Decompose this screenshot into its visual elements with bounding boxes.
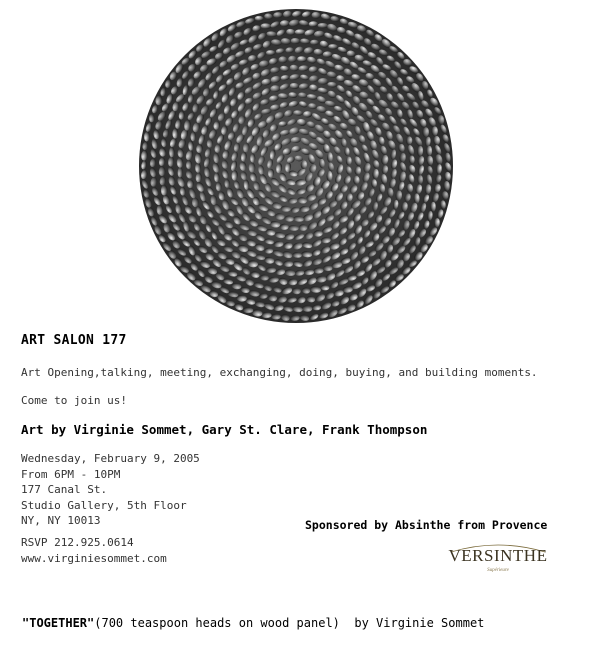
artwork-image (138, 8, 454, 324)
spoon-head (169, 147, 174, 157)
spoon-head (303, 111, 312, 117)
event-title: ART SALON 177 (21, 333, 127, 348)
caption-medium: (700 teaspoon heads on wood panel) (94, 616, 340, 630)
event-city: NY, NY 10013 (21, 514, 101, 527)
event-date: Wednesday, February 9, 2005 (21, 452, 200, 465)
spoon-head (414, 193, 420, 203)
event-invite: Come to join us! (21, 394, 127, 407)
svg-text:VERSINTHE: VERSINTHE (448, 546, 548, 565)
spoon-head (268, 169, 274, 178)
caption-credit: by Virginie Sommet (354, 616, 485, 630)
spoon-head (261, 312, 271, 318)
event-time: From 6PM - 10PM (21, 467, 121, 481)
svg-text:Supérieure: Supérieure (487, 568, 509, 573)
versinthe-logo (445, 540, 551, 574)
spoon-head (216, 182, 222, 191)
sponsor-text: Sponsored by Absinthe from Provence (305, 518, 548, 532)
website-link[interactable]: www.virginiesommet.com (21, 551, 167, 565)
spoon-head (265, 248, 274, 254)
event-intro: Art Opening,talking, meeting, exchanging, doing, buying, and building moments. (21, 366, 538, 379)
spoon-head (273, 12, 282, 18)
event-street: 177 Canal St. (21, 483, 108, 496)
event-venue: Studio Gallery, 5th Floor (21, 498, 187, 512)
event-details (21, 451, 200, 529)
rsvp-block (21, 535, 167, 566)
event-artists: Art by Virginie Sommet, Gary St. Clare, Frank Thompson (21, 422, 428, 437)
rsvp-phone: RSVP 212.925.0614 (21, 536, 134, 549)
artwork-caption (22, 616, 484, 630)
caption-title: "TOGETHER" (22, 616, 95, 630)
